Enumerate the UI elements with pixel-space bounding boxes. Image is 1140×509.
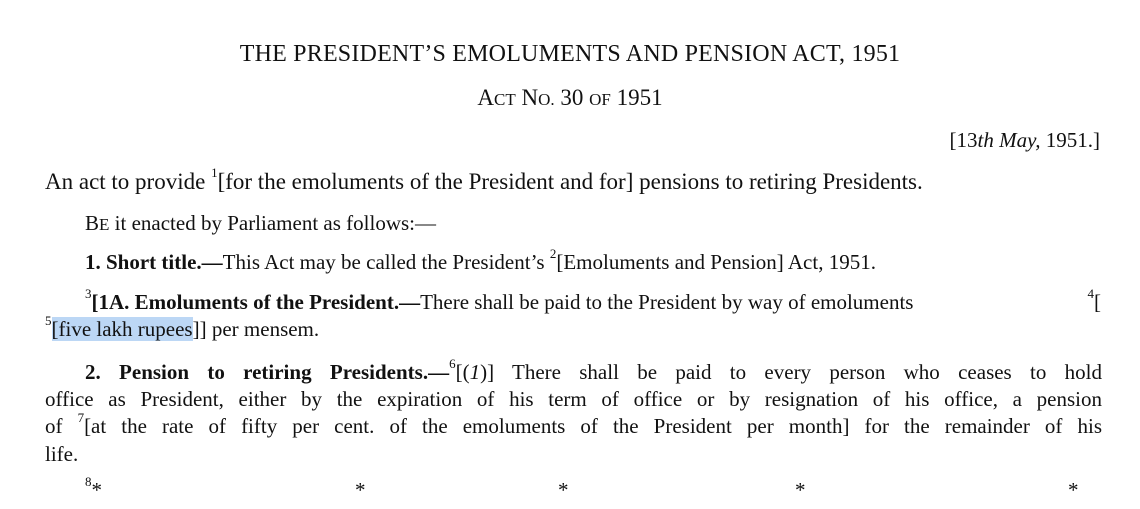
footnote-ref-1[interactable]: 1: [211, 165, 218, 180]
section-2-line-3: of $^7$[at the rate of fifty per cent. of the emoluments of the President per month] for the remainder of his: [45, 410, 1102, 438]
section-2-line-1: 2. Pension to retiring Presidents.—$^6$[(1)] There shall be paid to every person who ceases to hold: [85, 356, 1102, 384]
act-number: ACT NO. 30 OF 1951: [477, 85, 663, 110]
enacting-formula: BE it enacted by Parliament as follows:—: [85, 211, 436, 235]
highlighted-amount[interactable]: [five lakh rupees: [51, 317, 193, 341]
section-1a-line-1: $^3$[1A. Emoluments of the President.—There shall be paid to the President by way of emoluments $^4$[: [85, 286, 1101, 314]
footnote-ref-2[interactable]: 2: [549, 246, 557, 261]
footnote-ref-5[interactable]: 5: [45, 313, 52, 328]
omission-star: *: [355, 478, 366, 502]
section-1a-line-2: $^5$[five lakh rupees]] per mensem.: [45, 313, 320, 341]
enactment-date: [13th May, 1951.]: [949, 128, 1100, 152]
omission-mark: $^8$*: [85, 474, 102, 502]
act-title: THE PRESIDENT’S EMOLUMENTS AND PENSION ACT, 1951: [239, 41, 901, 67]
section-2-heading: 2. Pension to retiring Presidents.—: [85, 360, 450, 384]
omission-star: *: [558, 478, 569, 502]
section-1-heading: 1. Short title.—: [85, 250, 223, 274]
footnote-ref-3[interactable]: 3: [85, 286, 92, 301]
section-2-line-2: office as President, either by the expiration of his term of office or by resignation of his office, a pension: [45, 387, 1102, 411]
omission-star: *: [795, 478, 806, 502]
long-title: An act to provide $^1$[for the emoluments of the President and for] pensions to retiring Presidents.: [45, 165, 923, 194]
section-1a-heading: [1A. Emoluments of the President.—: [91, 290, 421, 314]
section-2-line-4: life.: [45, 442, 79, 466]
footnote-ref-4[interactable]: 4: [1087, 286, 1094, 301]
footnote-ref-6[interactable]: 6: [449, 356, 456, 371]
footnote-ref-8[interactable]: 8: [85, 474, 92, 489]
section-1: 1. Short title.—This Act may be called the President’s $^2$[Emoluments and Pension] Act, 1951.: [85, 246, 876, 274]
omission-star: *: [1068, 478, 1079, 502]
footnote-ref-7[interactable]: 7: [77, 410, 85, 425]
